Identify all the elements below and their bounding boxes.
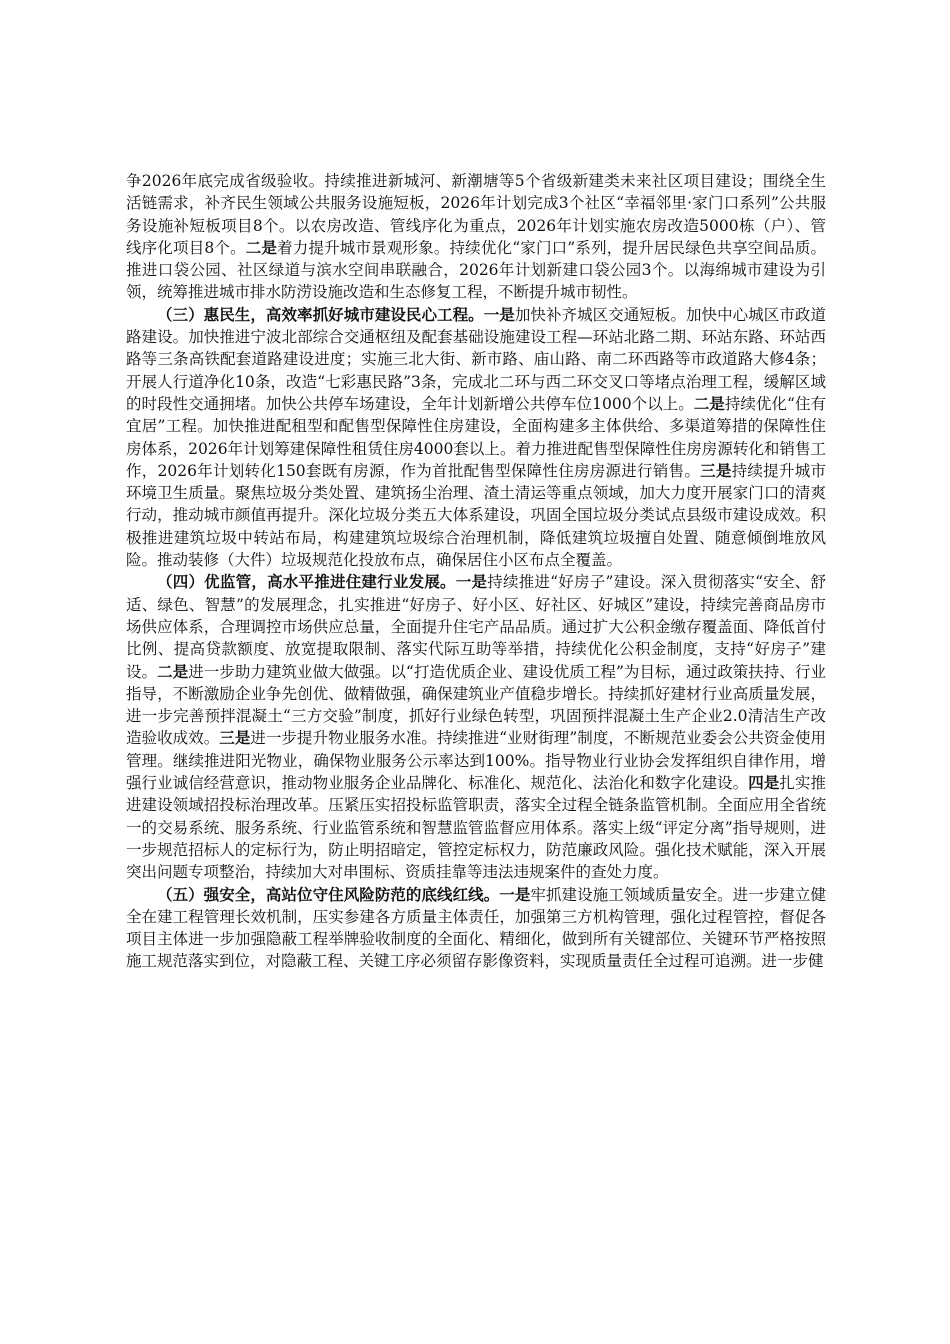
point-marker-three: 三是 [219, 728, 251, 748]
section-heading-four: （四）优监管，高水平推进住建行业发展。 [157, 572, 456, 592]
paragraph-section-four [126, 571, 826, 883]
point-marker-four: 四是 [748, 773, 780, 793]
paragraph-text: 持续提升城市环境卫生质量。聚焦垃圾分类处置、建筑扬尘治理、渣土清运等重点领域，加大力度开展家门口的清爽行动，推动城市颜值再提升。深化垃圾分类五大体系建设，巩固全国垃圾分类试点县级市建设成效。积极推进建筑垃圾中转站布局，构建建筑垃圾综合治理机制，降低建筑垃圾擅自处置、随意倾倒堆放风险。推动装修（大件）垃圾规范化投放布点，确保居住小区布点全覆盖。 [126, 461, 826, 570]
paragraph-text: 争2026年底完成省级验收。持续推进新城河、新潮塘等5个省级新建类未来社区项目建设；围绕全生活链需求，补齐民生领域公共服务设施短板，2026年计划完成3个社区“幸福邻里·家门口系列”公共服务设施补短板项目8个。以农房改造、管线序化为重点，2026年计划实施农房改造5000栋（户）、管线序化项目8个。 [126, 172, 826, 257]
paragraph-text: 持续优化“住有宜居”工程。加快推进配租型和配售型保障性住房建设，全面构建多主体供给、多渠道筹措的保障性住房体系，2026年计划筹建保障性租赁住房4000套以上。着力推进配售型保障性住房房源转化和销售工作，2026年计划转化150套既有房源，作为首批配售型保障性住房房源进行销售。 [126, 394, 826, 480]
point-marker-one: 一是 [499, 884, 531, 904]
paragraph-text: 牢抓建设施工领域质量安全。进一步建立健全在建工程管理长效机制，压实参建各方质量主体责任，加强第三方机构管理，强化过程管控，督促各项目主体进一步加强隐蔽工程举牌验收制度的全面化、精细化，做到所有关键部位、关键环节严格按照施工规范落实到位，对隐蔽工程、关键工序必须留存影像资料，实现质量责任全过程可追溯。进一步健 [126, 885, 826, 971]
section-heading-five: （五）强安全，高站位守住风险防范的底线红线。 [157, 884, 500, 904]
paragraph-section-three [126, 304, 826, 572]
point-marker-one: 一是 [455, 572, 488, 592]
document-page [126, 170, 826, 973]
paragraph-section-five [126, 884, 826, 973]
paragraph-text: 进一步提升物业服务水准。持续推进“业财街理”制度，不断规范业委会公共资金使用管理。继续推进阳光物业，确保物业服务公示率达到100%。指导物业行业协会发挥组织自律作用，增强行业诚信经营意识，推动物业服务企业品牌化、标准化、规范化、法治化和数字化建设。 [126, 729, 826, 793]
paragraph-text: 持续推进“好房子”建设。深入贯彻落实“安全、舒适、绿色、智慧”的发展理念，扎实推进“好房子、好小区、好社区、好城区”建设，持续完善商品房市场供应体系，合理调控市场供应总量，全面提升住宅产品品质。通过扩大公积金缴存覆盖面、降低首付比例、提高贷款额度、放宽提取限制、落实代际互助等举措，持续优化公积金制度，支持“好房子”建设。 [126, 573, 826, 681]
section-heading-three: （三）惠民生，高效率抓好城市建设民心工程。 [157, 304, 484, 324]
paragraph-urban-renewal [126, 170, 826, 304]
paragraph-text: 进一步助力建筑业做大做强。以“打造优质企业、建设优质工程”为目标，通过政策扶持、行业指导，不断激励企业争先创优、做精做强，确保建筑业产值稳步增长。持续抓好建材行业高质量发展，进一步完善预拌混凝土“三方交验”制度，抓好行业绿色转型，巩固预拌混凝土生产企业2.0清洁生产改造验收成效。 [126, 662, 826, 748]
paragraph-text: 加快补齐城区交通短板。加快中心城区市政道路建设。加快推进宁波北部综合交通枢纽及配套基础设施建设工程—环站北路二期、环站东路、环站西路等三条高铁配套道路建设进度；实施三北大街、新市路、庙山路、南二环西路等市政道路大修4条；开展人行道净化10条，改造“七彩惠民路”3条，完成北二环与西二环交叉口等堵点治理工程，缓解区域的时段性交通拥堵。加快公共停车场建设，全年计划新增公共停车位1000个以上。 [126, 305, 826, 413]
point-marker-one: 一是 [483, 304, 515, 324]
point-marker-two: 二是 [157, 661, 189, 681]
point-marker-two: 二是 [245, 237, 278, 257]
paragraph-text: 扎实推进建设领域招投标治理改革。压紧压实招投标监管职责，落实全过程全链条监管机制。全面应用全省统一的交易系统、服务系统、行业监管系统和智慧监管监督应用体系。落实上级“评定分离”指导规则，进一步规范招标人的定标行为，防止明招暗定，管控定标权力，防范廉政风险。强化技术赋能，深入开展突出问题专项整治，持续加大对串围标、资质挂靠等违法违规案件的查处力度。 [126, 774, 826, 882]
point-marker-three: 三是 [700, 460, 732, 480]
point-marker-two: 二是 [693, 393, 725, 413]
paragraph-text: 着力提升城市景观形象。持续优化“家门口”系列，提升居民绿色共享空间品质。推进口袋公园、社区绿道与滨水空间串联融合，2026年计划新建口袋公园3个。以海绵城市建设为引领，统筹推进城市排水防涝设施改造和生态修复工程，不断提升城市韧性。 [126, 238, 826, 302]
